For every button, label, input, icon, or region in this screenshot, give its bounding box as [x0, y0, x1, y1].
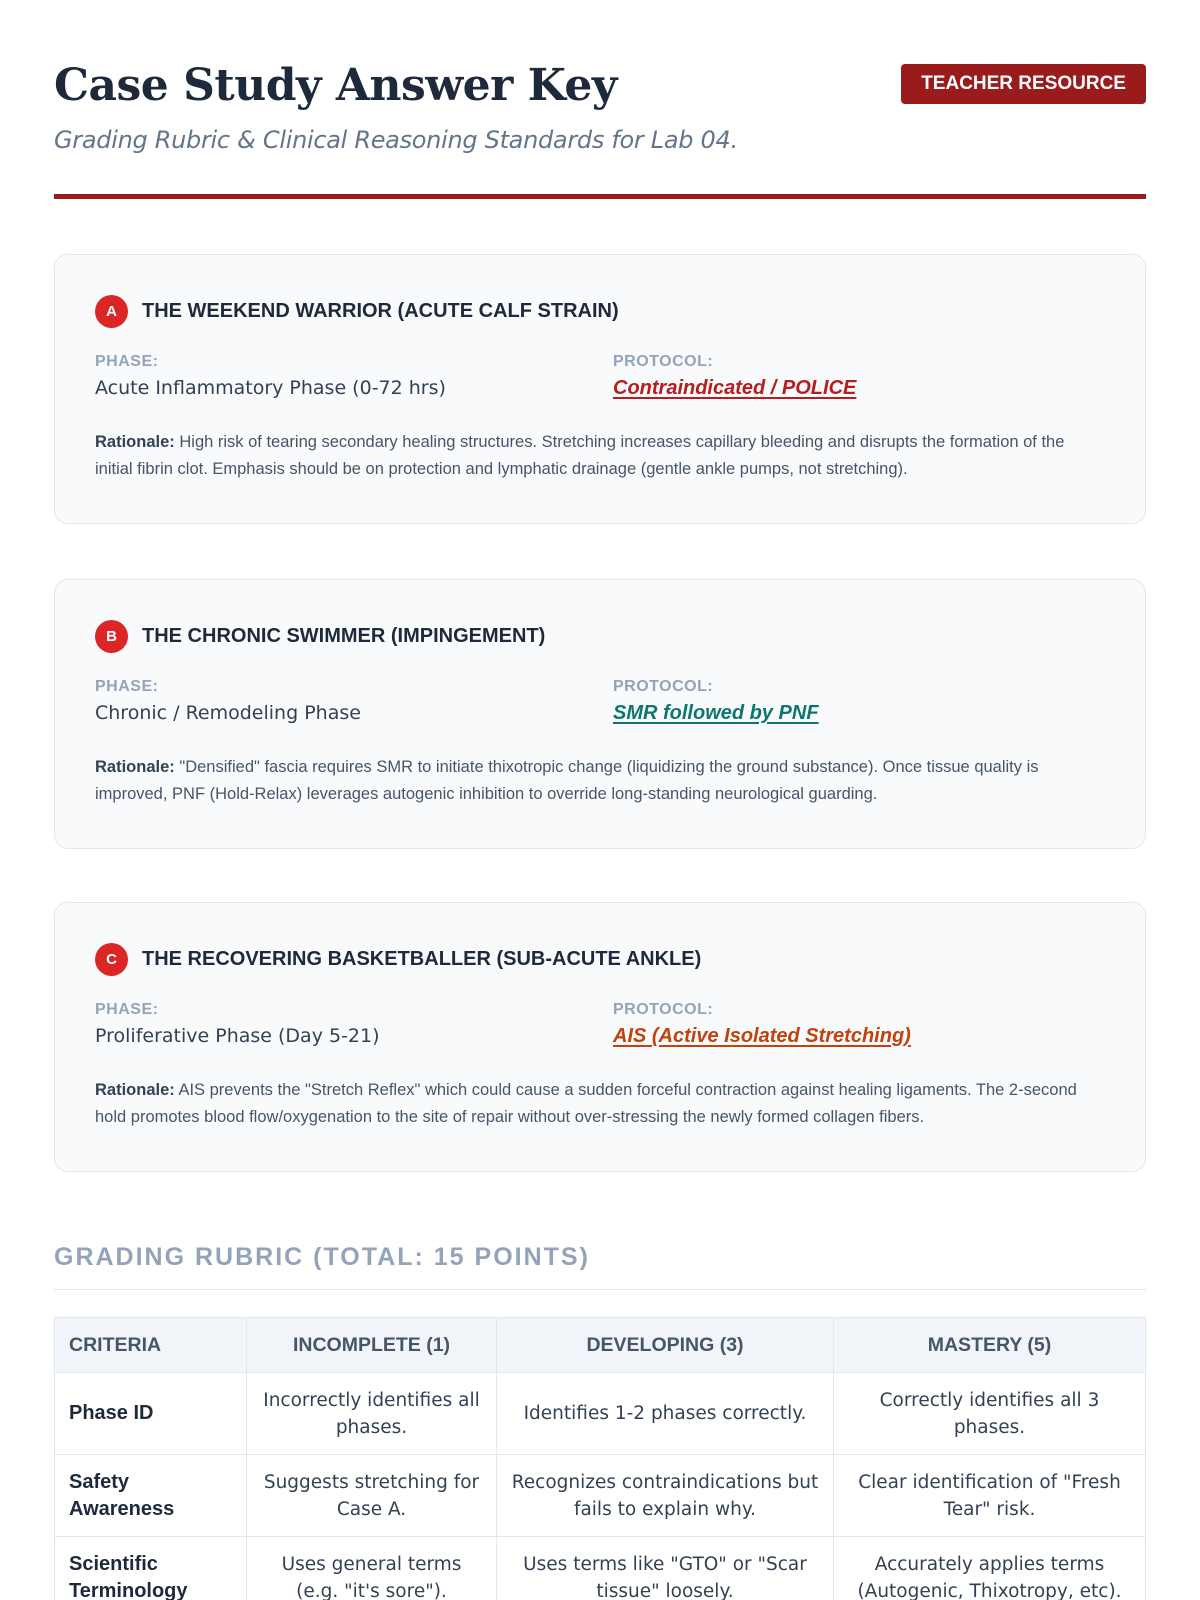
protocol-label: PROTOCOL: — [613, 678, 714, 695]
criteria-cell: Scientific Terminology — [55, 1537, 247, 1600]
rationale-text — [95, 429, 1095, 483]
phase-field — [95, 353, 446, 399]
case-letter-badge: A — [95, 295, 128, 328]
developing-cell: Identifies 1-2 phases correctly. — [497, 1373, 834, 1455]
developing-cell: Uses terms like "GTO" or "Scar tissue" loosely. — [497, 1537, 834, 1600]
protocol-link[interactable]: Contraindicated / POLICE — [613, 377, 857, 399]
header-divider — [54, 194, 1146, 199]
table-row — [55, 1537, 1146, 1600]
case-header — [95, 943, 701, 976]
case-header — [95, 295, 619, 328]
phase-label: PHASE: — [95, 353, 159, 370]
rationale-text — [95, 754, 1095, 808]
rationale-body: AIS prevents the "Stretch Reflex" which could cause a sudden forceful contraction against healing ligaments. The 2-second hold promotes blood flow/oxygenation to the site of repair without over-stressing the newly formed collagen fibers. — [95, 1081, 1077, 1126]
protocol-link[interactable]: AIS (Active Isolated Stretching) — [613, 1025, 911, 1047]
rubric-divider — [54, 1289, 1146, 1290]
case-title: THE RECOVERING BASKETBALLER (SUB-ACUTE ANKLE) — [142, 948, 702, 970]
developing-cell: Recognizes contraindications but fails to explain why. — [497, 1455, 834, 1537]
page-header — [54, 58, 1146, 154]
protocol-field — [613, 1001, 911, 1048]
incomplete-cell: Incorrectly identifies all phases. — [247, 1373, 497, 1455]
phase-label: PHASE: — [95, 1001, 159, 1018]
header-developing: DEVELOPING (3) — [497, 1318, 834, 1373]
protocol-label: PROTOCOL: — [613, 1001, 714, 1018]
rubric-title: GRADING RUBRIC (TOTAL: 15 POINTS) — [54, 1243, 590, 1271]
protocol-label: PROTOCOL: — [613, 353, 714, 370]
case-title: THE WEEKEND WARRIOR (ACUTE CALF STRAIN) — [142, 300, 619, 322]
teacher-resource-badge: TEACHER RESOURCE — [901, 64, 1146, 104]
rationale-label: Rationale: — [95, 433, 175, 451]
case-card-b — [54, 579, 1146, 849]
case-title: THE CHRONIC SWIMMER (IMPINGEMENT) — [142, 625, 546, 647]
incomplete-cell: Uses general terms (e.g. "it's sore"). — [247, 1537, 497, 1600]
criteria-cell: Phase ID — [55, 1373, 247, 1455]
phase-value: Proliferative Phase (Day 5-21) — [95, 1025, 380, 1047]
mastery-cell: Correctly identifies all 3 phases. — [834, 1373, 1146, 1455]
protocol-field — [613, 678, 819, 725]
rationale-label: Rationale: — [95, 1081, 175, 1099]
table-row — [55, 1373, 1146, 1455]
rationale-body: High risk of tearing secondary healing structures. Stretching increases capillary bleeding and disrupts the formation of the initial fibrin clot. Emphasis should be on protection and lymphatic drainage (gentle ankle pumps, not stretching). — [95, 433, 1065, 478]
page-title: Case Study Answer Key — [54, 60, 617, 111]
phase-value: Chronic / Remodeling Phase — [95, 702, 361, 724]
rubric-header-row — [55, 1318, 1146, 1373]
case-letter-badge: B — [95, 620, 128, 653]
case-header — [95, 620, 545, 653]
header-criteria: CRITERIA — [55, 1318, 247, 1373]
rationale-text — [95, 1077, 1095, 1131]
header-incomplete: INCOMPLETE (1) — [247, 1318, 497, 1373]
protocol-field — [613, 353, 856, 400]
phase-field — [95, 1001, 380, 1047]
phase-value: Acute Inflammatory Phase (0-72 hrs) — [95, 377, 446, 399]
case-letter-badge: C — [95, 943, 128, 976]
page-subtitle: Grading Rubric & Clinical Reasoning Standards for Lab 04. — [54, 126, 738, 154]
case-card-a — [54, 254, 1146, 524]
phase-field — [95, 678, 361, 724]
header-mastery: MASTERY (5) — [834, 1318, 1146, 1373]
case-card-c — [54, 902, 1146, 1172]
rubric-table — [54, 1317, 1146, 1600]
table-row — [55, 1455, 1146, 1537]
rationale-body: "Densified" fascia requires SMR to initiate thixotropic change (liquidizing the ground substance). Once tissue quality is improved, PNF (Hold-Relax) leverages autogenic inhibition to override long-standing neurological guarding. — [95, 758, 1039, 803]
mastery-cell: Accurately applies terms (Autogenic, Thixotropy, etc). — [834, 1537, 1146, 1600]
criteria-cell: Safety Awareness — [55, 1455, 247, 1537]
phase-label: PHASE: — [95, 678, 159, 695]
rationale-label: Rationale: — [95, 758, 175, 776]
mastery-cell: Clear identification of "Fresh Tear" risk. — [834, 1455, 1146, 1537]
protocol-link[interactable]: SMR followed by PNF — [613, 702, 819, 724]
incomplete-cell: Suggests stretching for Case A. — [247, 1455, 497, 1537]
